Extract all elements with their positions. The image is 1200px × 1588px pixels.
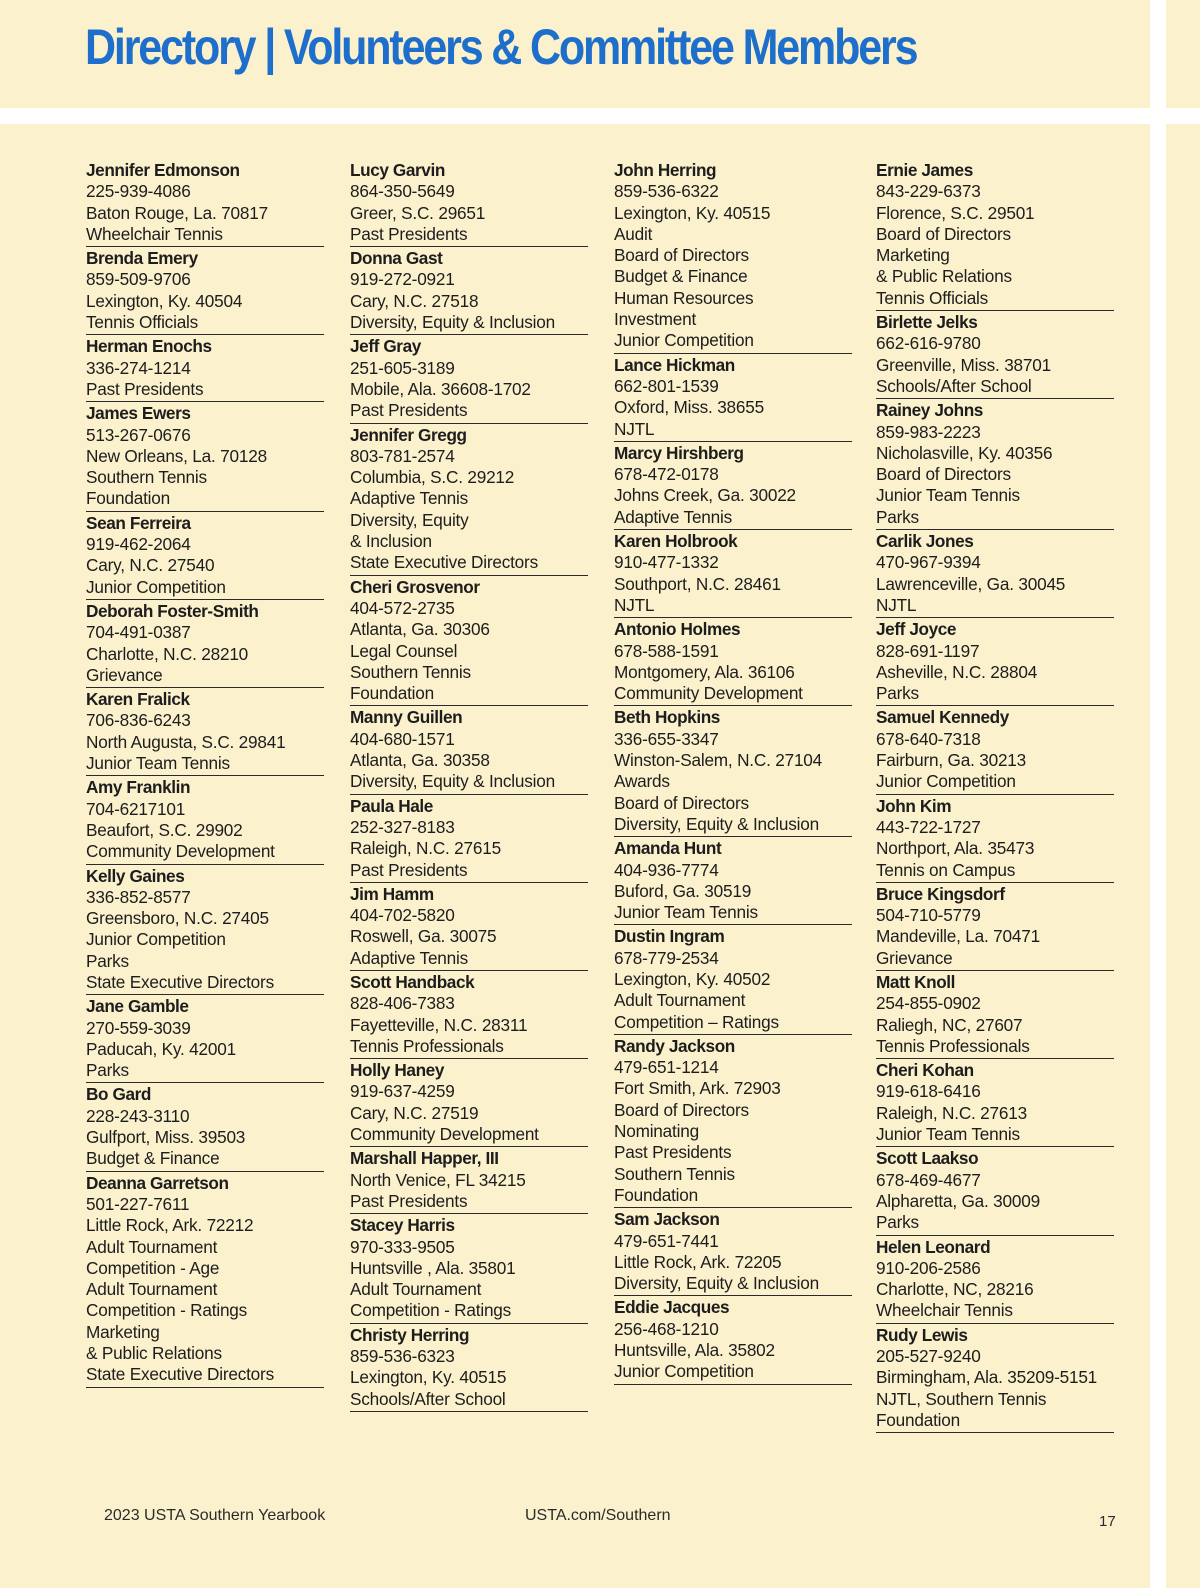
member-detail: Junior Team Tennis <box>876 485 1020 506</box>
directory-entry <box>350 336 588 423</box>
member-detail: 470-967-9394 <box>876 552 981 573</box>
member-name: Marcy Hirshberg <box>614 442 744 463</box>
member-detail: Diversity, Equity & Inclusion <box>614 813 819 834</box>
member-detail: Past Presidents <box>350 1190 468 1211</box>
member-name: Jim Hamm <box>350 883 434 904</box>
member-name: Beth Hopkins <box>614 707 720 728</box>
member-detail: 336-852-8577 <box>86 886 191 907</box>
member-detail: 504-710-5779 <box>876 905 981 926</box>
member-detail: 919-272-0921 <box>350 269 455 290</box>
member-detail: Foundation <box>350 683 435 704</box>
member-detail: Junior Competition <box>86 576 226 597</box>
directory-column-4 <box>876 160 1114 1433</box>
member-detail: Adult Tournament <box>86 1279 218 1300</box>
member-name: Bo Gard <box>86 1084 152 1105</box>
member-detail: 704-6217101 <box>86 798 186 819</box>
member-detail: 228-243-3110 <box>86 1105 190 1126</box>
member-detail: 919-462-2064 <box>86 534 191 555</box>
directory-entry <box>614 838 852 925</box>
member-detail: Board of Directors <box>614 1099 749 1120</box>
member-detail: Atlanta, Ga. 30358 <box>350 750 490 771</box>
member-name: Antonio Holmes <box>614 619 741 640</box>
directory-entry <box>86 777 324 864</box>
member-detail: Junior Team Tennis <box>86 753 230 774</box>
directory-entry <box>614 443 852 530</box>
member-detail: Alpharetta, Ga. 30009 <box>876 1190 1040 1211</box>
directory-entry <box>350 160 588 247</box>
directory-entry <box>350 972 588 1059</box>
member-name: Lucy Garvin <box>350 160 445 180</box>
member-detail: Parks <box>876 683 919 704</box>
member-detail: Diversity, Equity & Inclusion <box>614 1273 819 1294</box>
member-detail: Lawrenceville, Ga. 30045 <box>876 573 1066 594</box>
directory-entry <box>876 972 1114 1059</box>
member-detail: Fayetteville, N.C. 28311 <box>350 1014 528 1035</box>
member-detail: Southern Tennis <box>614 1163 735 1184</box>
member-detail: Nominating <box>614 1121 699 1142</box>
member-detail: Board of Directors <box>876 223 1011 244</box>
member-detail: 859-983-2223 <box>876 421 981 442</box>
directory-entry <box>350 425 588 576</box>
member-name: Jeff Joyce <box>876 619 957 640</box>
member-detail: Past Presidents <box>86 378 204 399</box>
member-detail: Adaptive Tennis <box>350 947 469 968</box>
member-detail: Lexington, Ky. 40504 <box>86 290 243 311</box>
member-name: Marshall Happer, III <box>350 1148 499 1169</box>
member-detail: New Orleans, La. 70128 <box>86 445 267 466</box>
member-detail: Huntsville , Ala. 35801 <box>350 1257 516 1278</box>
member-detail: 513-267-0676 <box>86 424 191 445</box>
directory-entry <box>876 619 1114 706</box>
member-name: Dustin Ingram <box>614 926 725 947</box>
member-detail: Columbia, S.C. 29212 <box>350 467 515 488</box>
member-name: James Ewers <box>86 403 191 424</box>
member-detail: 336-274-1214 <box>86 357 191 378</box>
member-detail: 662-616-9780 <box>876 333 981 354</box>
member-detail: Parks <box>86 950 129 971</box>
member-detail: State Executive Directors <box>350 552 538 573</box>
member-detail: Adult Tournament <box>86 1236 218 1257</box>
member-detail: Buford, Ga. 30519 <box>614 880 752 901</box>
member-detail: Marketing <box>876 245 950 266</box>
member-name: Jane Gamble <box>86 996 189 1017</box>
member-detail: Foundation <box>86 488 171 509</box>
member-detail: 678-472-0178 <box>614 464 719 485</box>
member-detail: 910-477-1332 <box>614 552 719 573</box>
member-detail: 479-651-1214 <box>614 1057 719 1078</box>
member-name: Jennifer Gregg <box>350 424 467 445</box>
member-detail: Human Resources <box>614 287 754 308</box>
directory-entry <box>876 1325 1114 1433</box>
member-detail: State Executive Directors <box>86 1364 274 1385</box>
member-detail: 205-527-9240 <box>876 1346 981 1367</box>
directory-entry <box>86 513 324 600</box>
member-detail: Adaptive Tennis <box>614 506 733 527</box>
member-name: Amy Franklin <box>86 777 191 798</box>
member-detail: Diversity, Equity & Inclusion <box>350 771 555 792</box>
directory-entry <box>350 248 588 335</box>
member-detail: Asheville, N.C. 28804 <box>876 661 1038 682</box>
member-detail: Lexington, Ky. 40502 <box>614 968 771 989</box>
member-name: Stacey Harris <box>350 1215 455 1236</box>
directory-entry <box>614 1036 852 1208</box>
member-detail: Fort Smith, Ark. 72903 <box>614 1078 781 1099</box>
page-number: 17 <box>1099 1513 1116 1530</box>
member-detail: 678-779-2534 <box>614 947 719 968</box>
member-detail: Budget & Finance <box>614 266 748 287</box>
member-name: Eddie Jacques <box>614 1297 730 1318</box>
member-detail: Junior Team Tennis <box>876 1124 1020 1145</box>
member-name: Paula Hale <box>350 795 433 816</box>
member-detail: 910-206-2586 <box>876 1257 981 1278</box>
member-detail: Greer, S.C. 29651 <box>350 202 486 223</box>
member-detail: Tennis Professionals <box>350 1035 504 1056</box>
member-detail: NJTL <box>614 418 655 439</box>
member-name: Cheri Kohan <box>876 1060 974 1081</box>
member-detail: & Public Relations <box>86 1343 222 1364</box>
member-detail: 404-572-2735 <box>350 597 455 618</box>
member-detail: 254-855-0902 <box>876 993 981 1014</box>
directory-column-2 <box>350 160 588 1412</box>
directory-entry <box>350 1148 588 1214</box>
member-detail: Competition - Ratings <box>86 1300 248 1321</box>
member-detail: 501-227-7611 <box>86 1193 190 1214</box>
directory-entry <box>350 1325 588 1412</box>
member-detail: 919-637-4259 <box>350 1081 455 1102</box>
member-detail: Lexington, Ky. 40515 <box>350 1367 507 1388</box>
member-detail: Raleigh, N.C. 27615 <box>350 838 501 859</box>
member-detail: Mobile, Ala. 36608-1702 <box>350 378 531 399</box>
directory-entry <box>876 1060 1114 1147</box>
member-detail: 678-588-1591 <box>614 640 719 661</box>
directory-entry <box>86 1084 324 1171</box>
directory-entry <box>614 1209 852 1296</box>
directory-entry <box>86 336 324 402</box>
directory-entry <box>876 1148 1114 1235</box>
member-name: Bruce Kingsdorf <box>876 883 1005 904</box>
member-detail: Parks <box>876 1212 919 1233</box>
member-detail: Winston-Salem, N.C. 27104 <box>614 750 823 771</box>
member-detail: Wheelchair Tennis <box>86 223 223 244</box>
directory-entry <box>86 160 324 247</box>
member-detail: 225-939-4086 <box>86 181 191 202</box>
member-detail: Marketing <box>86 1321 160 1342</box>
member-detail: 336-655-3347 <box>614 728 719 749</box>
member-detail: Foundation <box>614 1184 699 1205</box>
member-name: Lance Hickman <box>614 354 735 375</box>
member-detail: Junior Team Tennis <box>614 902 758 923</box>
member-detail: Junior Competition <box>86 929 226 950</box>
member-name: Kelly Gaines <box>86 865 185 886</box>
member-detail: Tennis on Campus <box>876 859 1016 880</box>
panel-edge <box>1166 124 1200 1588</box>
directory-entry <box>614 926 852 1034</box>
member-detail: Community Development <box>614 683 803 704</box>
member-detail: Cary, N.C. 27519 <box>350 1102 479 1123</box>
member-detail: Baton Rouge, La. 70817 <box>86 202 268 223</box>
member-name: Karen Fralick <box>86 689 190 710</box>
member-name: Brenda Emery <box>86 248 198 269</box>
directory-entry <box>614 355 852 442</box>
directory-entry <box>86 996 324 1083</box>
member-detail: Schools/After School <box>350 1388 506 1409</box>
directory-entry <box>876 400 1114 530</box>
member-detail: Past Presidents <box>614 1142 732 1163</box>
member-detail: Junior Competition <box>614 1361 754 1382</box>
directory-column-1 <box>86 160 324 1388</box>
member-detail: Southport, N.C. 28461 <box>614 573 781 594</box>
member-detail: 404-680-1571 <box>350 728 455 749</box>
member-detail: Parks <box>876 506 919 527</box>
member-detail: North Augusta, S.C. 29841 <box>86 731 286 752</box>
member-name: Ernie James <box>876 160 973 180</box>
member-detail: 704-491-0387 <box>86 622 191 643</box>
member-detail: Atlanta, Ga. 30306 <box>350 619 490 640</box>
directory-entry <box>86 1173 324 1388</box>
member-detail: Diversity, Equity & Inclusion <box>350 312 555 333</box>
member-detail: 404-936-7774 <box>614 859 719 880</box>
directory-column-3 <box>614 160 852 1385</box>
member-detail: Adult Tournament <box>350 1279 482 1300</box>
member-detail: Community Development <box>86 841 275 862</box>
member-name: Deborah Foster-Smith <box>86 600 259 621</box>
member-detail: Roswell, Ga. 30075 <box>350 926 497 947</box>
member-detail: Competition - Age <box>86 1257 220 1278</box>
member-detail: State Executive Directors <box>86 971 274 992</box>
member-detail: Adult Tournament <box>614 990 746 1011</box>
member-name: Scott Laakso <box>876 1148 979 1169</box>
member-name: Jennifer Edmonson <box>86 160 240 180</box>
member-detail: Paducah, Ky. 42001 <box>86 1038 236 1059</box>
member-detail: Nicholasville, Ky. 40356 <box>876 442 1053 463</box>
directory-entry <box>876 707 1114 794</box>
member-detail: Birmingham, Ala. 35209-5151 <box>876 1367 1098 1388</box>
member-name: Randy Jackson <box>614 1035 735 1056</box>
member-detail: 970-333-9505 <box>350 1236 455 1257</box>
member-detail: 251-605-3189 <box>350 357 455 378</box>
directory-entry <box>86 248 324 335</box>
member-detail: Southern Tennis <box>86 467 207 488</box>
member-detail: Foundation <box>876 1409 961 1430</box>
member-detail: 678-469-4677 <box>876 1169 981 1190</box>
member-detail: Cary, N.C. 27540 <box>86 555 215 576</box>
member-detail: & Public Relations <box>876 266 1012 287</box>
member-name: Birlette Jelks <box>876 312 978 333</box>
member-detail: 479-651-7441 <box>614 1230 719 1251</box>
member-detail: 706-836-6243 <box>86 710 191 731</box>
directory-entry <box>86 689 324 776</box>
member-detail: NJTL <box>614 594 655 615</box>
member-detail: Gulfport, Miss. 39503 <box>86 1127 246 1148</box>
member-name: Donna Gast <box>350 248 443 269</box>
member-name: Cheri Grosvenor <box>350 576 480 597</box>
member-detail: Lexington, Ky. 40515 <box>614 202 771 223</box>
member-detail: Southern Tennis <box>350 661 471 682</box>
member-name: Scott Handback <box>350 971 475 992</box>
directory-entry <box>614 160 852 354</box>
member-detail: Board of Directors <box>614 792 749 813</box>
member-detail: 678-640-7318 <box>876 728 981 749</box>
member-detail: North Venice, FL 34215 <box>350 1169 526 1190</box>
member-name: Sean Ferreira <box>86 512 191 533</box>
directory-entry <box>876 531 1114 618</box>
member-name: Christy Herring <box>350 1324 470 1345</box>
member-detail: Schools/After School <box>876 375 1032 396</box>
member-detail: Adaptive Tennis <box>350 488 469 509</box>
member-detail: Johns Creek, Ga. 30022 <box>614 485 796 506</box>
member-detail: Charlotte, NC, 28216 <box>876 1279 1034 1300</box>
member-name: John Herring <box>614 160 717 180</box>
member-detail: Board of Directors <box>876 464 1011 485</box>
member-detail: 256-468-1210 <box>614 1318 719 1339</box>
directory-entry <box>350 796 588 883</box>
directory-entry <box>350 1060 588 1147</box>
member-name: Amanda Hunt <box>614 838 722 859</box>
member-detail: Northport, Ala. 35473 <box>876 838 1035 859</box>
member-detail: Grievance <box>86 664 163 685</box>
member-detail: Budget & Finance <box>86 1148 220 1169</box>
footer-url[interactable]: USTA.com/Southern <box>525 1507 671 1524</box>
footer-publication: 2023 USTA Southern Yearbook <box>104 1507 326 1524</box>
member-detail: Oxford, Miss. 38655 <box>614 397 764 418</box>
member-detail: Awards <box>614 771 670 792</box>
member-detail: Cary, N.C. 27518 <box>350 290 479 311</box>
member-detail: Past Presidents <box>350 223 468 244</box>
member-detail: 843-229-6373 <box>876 181 981 202</box>
member-name: Carlik Jones <box>876 531 974 552</box>
member-detail: Community Development <box>350 1124 539 1145</box>
member-detail: Audit <box>614 223 653 244</box>
member-name: Samuel Kennedy <box>876 707 1009 728</box>
member-detail: 859-536-6322 <box>614 181 719 202</box>
directory-entry <box>876 312 1114 399</box>
member-detail: Fairburn, Ga. 30213 <box>876 750 1027 771</box>
member-detail: Legal Counsel <box>350 640 458 661</box>
member-detail: Charlotte, N.C. 28210 <box>86 643 249 664</box>
member-detail: 443-722-1727 <box>876 816 981 837</box>
member-detail: NJTL <box>876 594 917 615</box>
member-name: Jeff Gray <box>350 336 421 357</box>
member-detail: Investment <box>614 309 697 330</box>
member-detail: 828-691-1197 <box>876 640 980 661</box>
directory-entry <box>350 707 588 794</box>
member-detail: Tennis Officials <box>876 287 989 308</box>
directory-entry <box>350 1215 588 1323</box>
member-detail: Tennis Officials <box>86 312 199 333</box>
member-name: Matt Knoll <box>876 971 956 992</box>
directory-entry <box>876 1237 1114 1324</box>
member-detail: Parks <box>86 1060 129 1081</box>
directory-entry <box>350 577 588 707</box>
member-name: Deanna Garretson <box>86 1172 229 1193</box>
directory-entry <box>86 601 324 688</box>
directory-entry <box>350 884 588 971</box>
member-detail: 859-509-9706 <box>86 269 191 290</box>
member-detail: Grievance <box>876 947 953 968</box>
member-detail: Junior Competition <box>614 330 754 351</box>
member-name: Karen Holbrook <box>614 531 738 552</box>
member-name: Sam Jackson <box>614 1209 720 1230</box>
member-detail: Huntsville, Ala. 35802 <box>614 1340 775 1361</box>
member-detail: Little Rock, Ark. 72212 <box>86 1215 254 1236</box>
member-detail: Florence, S.C. 29501 <box>876 202 1035 223</box>
member-detail: Diversity, Equity <box>350 509 469 530</box>
member-detail: 919-618-6416 <box>876 1081 981 1102</box>
member-detail: 803-781-2574 <box>350 445 455 466</box>
member-detail: 828-406-7383 <box>350 993 455 1014</box>
directory-entry <box>876 796 1114 883</box>
member-detail: 662-801-1539 <box>614 375 719 396</box>
member-name: Manny Guillen <box>350 707 463 728</box>
member-detail: 252-327-8183 <box>350 816 455 837</box>
member-detail: Competition – Ratings <box>614 1011 779 1032</box>
member-detail: NJTL, Southern Tennis <box>876 1388 1047 1409</box>
member-name: Rainey Johns <box>876 400 983 421</box>
page-title: Directory | Volunteers & Committee Members <box>85 19 917 75</box>
member-detail: Raleigh, N.C. 27613 <box>876 1102 1027 1123</box>
directory-entry <box>86 866 324 996</box>
member-detail: Junior Competition <box>876 771 1016 792</box>
directory-entry <box>614 619 852 706</box>
member-detail: Greenville, Miss. 38701 <box>876 354 1051 375</box>
directory-entry <box>614 1297 852 1384</box>
member-detail: Past Presidents <box>350 400 468 421</box>
member-detail: 404-702-5820 <box>350 905 455 926</box>
member-detail: 270-559-3039 <box>86 1017 191 1038</box>
member-detail: Greensboro, N.C. 27405 <box>86 908 269 929</box>
member-detail: Little Rock, Ark. 72205 <box>614 1251 782 1272</box>
directory-entry <box>614 531 852 618</box>
member-detail: Montgomery, Ala. 36106 <box>614 661 795 682</box>
member-detail: Beaufort, S.C. 29902 <box>86 819 243 840</box>
member-detail: Wheelchair Tennis <box>876 1300 1013 1321</box>
member-detail: Tennis Professionals <box>876 1035 1030 1056</box>
directory-entry <box>614 707 852 837</box>
member-name: Rudy Lewis <box>876 1324 968 1345</box>
member-name: Herman Enochs <box>86 336 212 357</box>
directory-entry <box>876 884 1114 971</box>
directory-entry <box>876 160 1114 311</box>
header-band-edge <box>1166 0 1200 108</box>
member-detail: Past Presidents <box>350 859 468 880</box>
member-name: Helen Leonard <box>876 1236 991 1257</box>
member-detail: & Inclusion <box>350 531 432 552</box>
member-detail: Board of Directors <box>614 245 749 266</box>
member-name: Holly Haney <box>350 1060 444 1081</box>
member-detail: Competition - Ratings <box>350 1300 512 1321</box>
member-name: John Kim <box>876 795 952 816</box>
directory-entry <box>86 403 324 511</box>
member-detail: 859-536-6323 <box>350 1346 455 1367</box>
member-detail: 864-350-5649 <box>350 181 455 202</box>
member-detail: Mandeville, La. 70471 <box>876 926 1040 947</box>
member-detail: Raliegh, NC, 27607 <box>876 1014 1023 1035</box>
